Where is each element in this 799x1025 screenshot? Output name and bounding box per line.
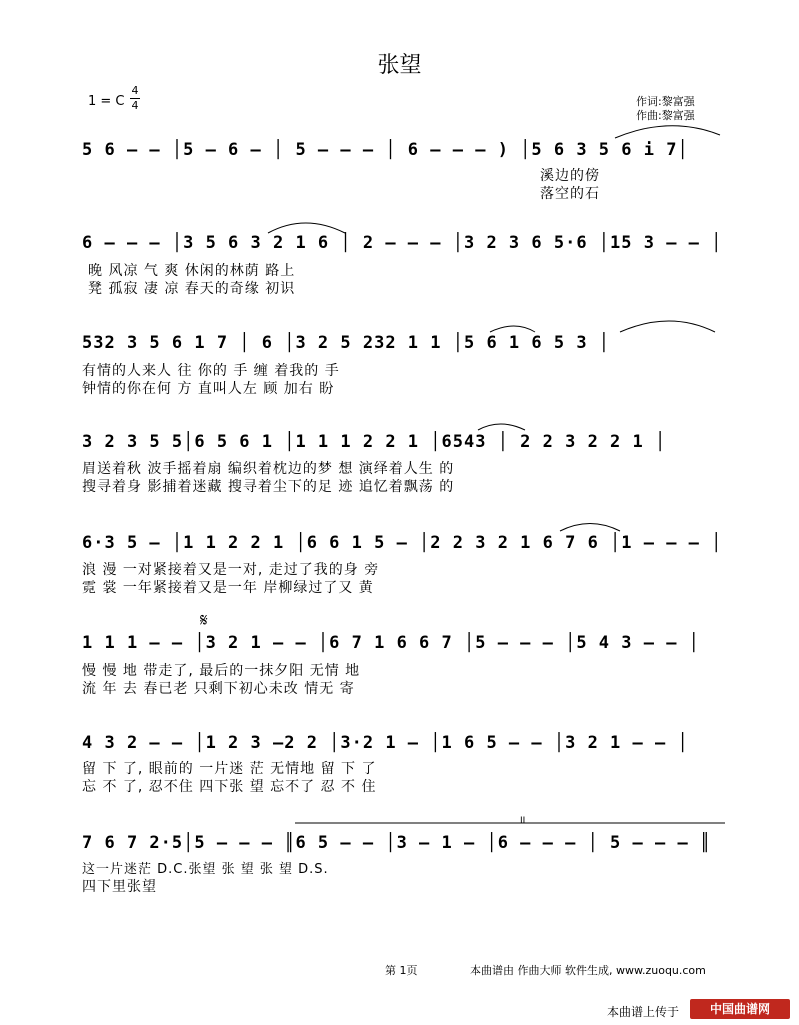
time-sig-top: 4	[131, 84, 139, 97]
score-row-7-notes: 4 3 2 – – │1 2 3 –2 2 │3·2 1 – │1 6 5 – – │3 2 1 – – │	[82, 733, 689, 753]
lyricist-credit: 作词:黎富强	[636, 95, 695, 108]
score-row-3-lyrics-verse2: 钟情的你在何 方 直叫人左 顾 加右 盼	[82, 381, 335, 397]
score-row-6-lyrics-verse2: 流 年 去 春已老 只剩下初心未改 情无 寄	[82, 681, 355, 697]
score-row-7-lyrics-verse2: 忘 不 了, 忍不住 四下张 望 忘不了 忍 不 住	[82, 779, 377, 795]
score-row-4-lyrics-verse1: 眉送着秋 波手摇着扇 编织着枕边的梦 想 演绎着人生 的	[82, 461, 455, 477]
repeat-mark: II	[520, 816, 526, 826]
time-sig-bottom: 4	[131, 99, 139, 112]
score-row-1-notes: 5 6 – – │5 – 6 – │ 5 – – – │ 6 – – – ) │5 6 3 5 6 i 7│	[82, 140, 689, 160]
page-title: 张望	[377, 53, 422, 78]
score-row-2-notes: 6 – – – │3 5 6 3 2 1 6 │ 2 – – – │3 2 3 6 5·6 │15 3 – – │	[82, 233, 723, 253]
score-row-5-lyrics-verse2: 霓 裳 一年紧接着又是一年 岸柳绿过了又 黄	[82, 580, 374, 596]
composer-credit: 作曲:黎富强	[636, 109, 695, 122]
score-row-4-notes: 3 2 3 5 5│6 5 6 1 │1 1 1 2 2 1 │6543 │ 2 2 3 2 2 1 │	[82, 432, 667, 452]
score-row-8-lyrics-verse2: 四下里张望	[82, 879, 157, 895]
score-row-8-notes: 7 6 7 2·5│5 – – – ║6 5 – – │3 – 1 – │6 – – – │ 5 – – – ║	[82, 833, 712, 853]
score-row-5-lyrics-verse1: 浪 漫 一对紧接着又是一对, 走过了我的身 旁	[82, 562, 380, 578]
page-number: 第 1页	[385, 964, 418, 977]
score-row-7-lyrics-verse1: 留 下 了, 眼前的 一片迷 茫 无情地 留 下 了	[82, 761, 377, 777]
score-row-5-notes: 6·3 5 – │1 1 2 2 1 │6 6 1 5 – │2 2 3 2 1 6 7 6 │1 – – – │	[82, 533, 723, 553]
score-row-1-lyrics-verse2: 落空的石	[540, 186, 600, 202]
score-row-8-lyrics-verse1: 这一片迷茫 D.C.张望 张 望 张 望 D.S.	[82, 862, 329, 877]
score-row-3-notes: 532 3 5 6 1 7 │ 6 │3 2 5 232 1 1 │5 6 1 6 5 3 │	[82, 333, 611, 353]
score-row-6-lyrics-verse1: 慢 慢 地 带走了, 最后的一抹夕阳 无情 地	[82, 663, 361, 679]
score-row-3-lyrics-verse1: 有情的人来人 往 你的 手 缠 着我的 手	[82, 363, 340, 379]
score-row-2-lyrics-verse1: 晚 风凉 气 爽 休闲的林荫 路上	[88, 263, 296, 279]
key-signature: 1 = C	[88, 94, 125, 109]
generator-credit: 本曲谱由 作曲大师 软件生成, www.zuoqu.com	[470, 964, 706, 977]
score-row-1-lyrics-verse1: 溪边的傍	[540, 168, 600, 184]
segno-sign: 𝄋	[200, 610, 208, 631]
site-logo[interactable]: 中国曲谱网	[690, 999, 790, 1019]
score-row-2-lyrics-verse2: 凳 孤寂 凄 凉 春天的奇缘 初识	[88, 281, 296, 297]
score-row-6-notes: 1 1 1 – – │3 2 1 – – │6 7 1 6 6 7 │5 – – – │5 4 3 – – │	[82, 633, 700, 653]
score-row-4-lyrics-verse2: 搜寻着身 影捕着迷藏 搜寻着尘下的足 迹 追忆着飘荡 的	[82, 479, 455, 495]
upload-note: 本曲谱上传于	[607, 1005, 680, 1019]
